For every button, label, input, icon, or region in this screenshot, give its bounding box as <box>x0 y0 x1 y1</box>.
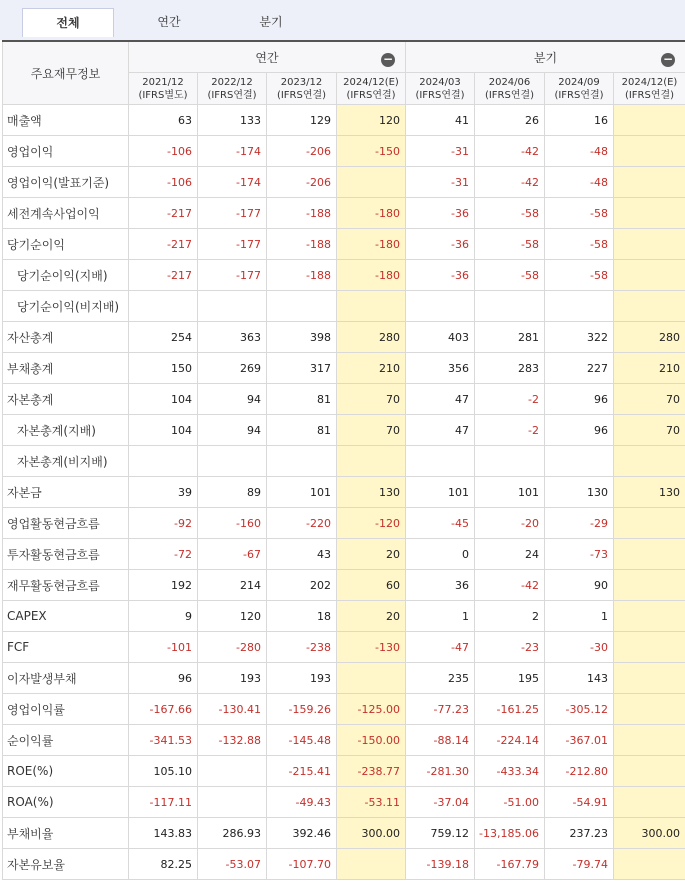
value-cell: -72 <box>129 539 198 570</box>
value-cell: -53.11 <box>337 787 406 818</box>
value-cell: -341.53 <box>129 725 198 756</box>
value-cell: 235 <box>406 663 475 694</box>
table-row <box>3 415 685 446</box>
value-cell: -281.30 <box>406 756 475 787</box>
row-label[interactable]: 영업이익(발표기준) <box>3 167 129 198</box>
value-cell: -31 <box>406 136 475 167</box>
value-cell: 96 <box>545 415 614 446</box>
value-cell: 281 <box>475 322 545 353</box>
value-cell: 130 <box>545 477 614 508</box>
value-cell: -29 <box>545 508 614 539</box>
value-cell: 286.93 <box>198 818 267 849</box>
value-cell: 283 <box>475 353 545 384</box>
value-cell: 403 <box>406 322 475 353</box>
value-cell: 94 <box>198 415 267 446</box>
value-cell: -120 <box>337 508 406 539</box>
period-header <box>129 73 198 105</box>
value-cell <box>198 446 267 477</box>
value-cell: -2 <box>475 415 545 446</box>
value-cell: -161.25 <box>475 694 545 725</box>
row-label[interactable]: 자본총계(비지배) <box>3 446 129 477</box>
value-cell: 280 <box>337 322 406 353</box>
value-cell: -58 <box>475 229 545 260</box>
row-label[interactable]: 자본금 <box>3 477 129 508</box>
value-cell: -177 <box>198 229 267 260</box>
value-cell: -117.11 <box>129 787 198 818</box>
row-label[interactable]: 부채총계 <box>3 353 129 384</box>
period-basis: (IFRS연결) <box>276 89 327 101</box>
value-cell: 1 <box>545 601 614 632</box>
period-header <box>198 73 267 105</box>
table-row <box>3 353 685 384</box>
value-cell: -58 <box>475 198 545 229</box>
row-label[interactable]: 자본유보율 <box>3 849 129 880</box>
row-label[interactable]: 세전계속사업이익 <box>3 198 129 229</box>
value-cell: 9 <box>129 601 198 632</box>
value-cell: -51.00 <box>475 787 545 818</box>
value-cell: -47 <box>406 632 475 663</box>
table-row <box>3 446 685 477</box>
value-cell <box>614 756 685 787</box>
table-row <box>3 384 685 415</box>
value-cell: 105.10 <box>129 756 198 787</box>
value-cell: 2 <box>475 601 545 632</box>
value-cell: 759.12 <box>406 818 475 849</box>
value-cell: 101 <box>267 477 337 508</box>
value-cell: 356 <box>406 353 475 384</box>
value-cell <box>614 446 685 477</box>
value-cell: 70 <box>614 415 685 446</box>
value-cell: -305.12 <box>545 694 614 725</box>
value-cell: -167.79 <box>475 849 545 880</box>
period-basis: (IFRS연결) <box>346 89 396 101</box>
table-row <box>3 756 685 787</box>
value-cell: 143 <box>545 663 614 694</box>
value-cell: 237.23 <box>545 818 614 849</box>
period-basis: (IFRS연결) <box>554 89 604 101</box>
value-cell <box>614 260 685 291</box>
value-cell: 0 <box>406 539 475 570</box>
value-cell: -92 <box>129 508 198 539</box>
table-row <box>3 291 685 322</box>
value-cell: 202 <box>267 570 337 601</box>
row-label[interactable]: 자본총계(지배) <box>3 415 129 446</box>
value-cell <box>614 570 685 601</box>
row-label[interactable]: FCF <box>3 632 129 663</box>
row-label[interactable]: 영업활동현금흐름 <box>3 508 129 539</box>
value-cell <box>129 446 198 477</box>
value-cell: -106 <box>129 136 198 167</box>
value-cell: -188 <box>267 198 337 229</box>
annual-group-header <box>129 41 406 73</box>
value-cell: -79.74 <box>545 849 614 880</box>
value-cell: -174 <box>198 136 267 167</box>
value-cell <box>267 446 337 477</box>
value-cell: -215.41 <box>267 756 337 787</box>
value-cell: -206 <box>267 136 337 167</box>
value-cell: 47 <box>406 415 475 446</box>
period-basis: (IFRS별도) <box>138 89 188 101</box>
value-cell: 104 <box>129 415 198 446</box>
value-cell: 192 <box>129 570 198 601</box>
value-cell: -36 <box>406 260 475 291</box>
value-cell: -49.43 <box>267 787 337 818</box>
value-cell: 63 <box>129 105 198 136</box>
value-cell <box>337 167 406 198</box>
row-label[interactable]: 이자발생부채 <box>3 663 129 694</box>
value-cell: 101 <box>406 477 475 508</box>
value-cell: -188 <box>267 260 337 291</box>
value-cell: 193 <box>198 663 267 694</box>
period-label: 2024/12(E) <box>343 76 399 88</box>
row-label[interactable]: 재무활동현금흐름 <box>3 570 129 601</box>
value-cell: 392.46 <box>267 818 337 849</box>
value-cell <box>614 787 685 818</box>
value-cell: 269 <box>198 353 267 384</box>
value-cell: 70 <box>614 384 685 415</box>
value-cell <box>614 198 685 229</box>
value-cell: -58 <box>545 260 614 291</box>
value-cell: 104 <box>129 384 198 415</box>
value-cell: 41 <box>406 105 475 136</box>
table-row <box>3 477 685 508</box>
value-cell: 130 <box>337 477 406 508</box>
value-cell: 133 <box>198 105 267 136</box>
table-row <box>3 787 685 818</box>
table-row <box>3 818 685 849</box>
value-cell <box>337 849 406 880</box>
value-cell: 280 <box>614 322 685 353</box>
value-cell: -180 <box>337 260 406 291</box>
value-cell: -212.80 <box>545 756 614 787</box>
value-cell: 143.83 <box>129 818 198 849</box>
value-cell: 214 <box>198 570 267 601</box>
value-cell: 317 <box>267 353 337 384</box>
value-cell <box>614 694 685 725</box>
value-cell: -132.88 <box>198 725 267 756</box>
value-cell: -42 <box>475 136 545 167</box>
period-label: 2024/06 <box>488 76 531 88</box>
value-cell: 210 <box>337 353 406 384</box>
period-header <box>545 73 614 105</box>
value-cell: -220 <box>267 508 337 539</box>
value-cell: -180 <box>337 229 406 260</box>
value-cell: -177 <box>198 260 267 291</box>
value-cell: 36 <box>406 570 475 601</box>
value-cell <box>614 663 685 694</box>
tab-all[interactable]: 전체 <box>22 8 114 37</box>
value-cell: -106 <box>129 167 198 198</box>
table-row <box>3 322 685 353</box>
value-cell: -101 <box>129 632 198 663</box>
view-tabs <box>0 0 685 40</box>
quarter-collapse-icon[interactable]: − <box>662 52 674 66</box>
value-cell: 101 <box>475 477 545 508</box>
value-cell: 96 <box>129 663 198 694</box>
value-cell: 81 <box>267 415 337 446</box>
row-label[interactable]: 투자활동현금흐름 <box>3 539 129 570</box>
table-row <box>3 198 685 229</box>
row-label[interactable]: 부채비율 <box>3 818 129 849</box>
value-cell: 120 <box>198 601 267 632</box>
row-label[interactable]: 당기순이익 <box>3 229 129 260</box>
value-cell: -367.01 <box>545 725 614 756</box>
value-cell: -167.66 <box>129 694 198 725</box>
value-cell: -31 <box>406 167 475 198</box>
tab-annual[interactable]: 연간 <box>157 15 181 29</box>
value-cell: -130 <box>337 632 406 663</box>
row-label[interactable]: ROE(%) <box>3 756 129 787</box>
value-cell: -23 <box>475 632 545 663</box>
value-cell: -180 <box>337 198 406 229</box>
value-cell: 89 <box>198 477 267 508</box>
value-cell <box>545 446 614 477</box>
value-cell <box>406 446 475 477</box>
value-cell: -58 <box>545 198 614 229</box>
annual-collapse-icon[interactable]: − <box>382 52 394 66</box>
row-label[interactable]: CAPEX <box>3 601 129 632</box>
value-cell: -188 <box>267 229 337 260</box>
value-cell: -67 <box>198 539 267 570</box>
table-row <box>3 725 685 756</box>
value-cell: -280 <box>198 632 267 663</box>
value-cell <box>614 136 685 167</box>
financial-summary-table <box>2 40 685 880</box>
period-label: 2021/12 <box>142 76 184 88</box>
value-cell: 18 <box>267 601 337 632</box>
value-cell: 16 <box>545 105 614 136</box>
value-cell: -58 <box>475 260 545 291</box>
value-cell: -150.00 <box>337 725 406 756</box>
value-cell: -73 <box>545 539 614 570</box>
value-cell: 70 <box>337 384 406 415</box>
value-cell: 130 <box>614 477 685 508</box>
value-cell: 39 <box>129 477 198 508</box>
value-cell: -88.14 <box>406 725 475 756</box>
period-header <box>337 73 406 105</box>
value-cell: -238.77 <box>337 756 406 787</box>
row-label[interactable]: 자산총계 <box>3 322 129 353</box>
value-cell: -217 <box>129 229 198 260</box>
value-cell <box>545 291 614 322</box>
value-cell: -48 <box>545 136 614 167</box>
table-row <box>3 601 685 632</box>
value-cell: -177 <box>198 198 267 229</box>
value-cell: -433.34 <box>475 756 545 787</box>
value-cell <box>267 291 337 322</box>
table-row <box>3 167 685 198</box>
value-cell: 227 <box>545 353 614 384</box>
value-cell <box>337 663 406 694</box>
value-cell: -53.07 <box>198 849 267 880</box>
period-basis: (IFRS연결) <box>624 89 675 101</box>
value-cell: 193 <box>267 663 337 694</box>
row-label[interactable]: 당기순이익(지배) <box>3 260 129 291</box>
table-row <box>3 508 685 539</box>
value-cell: 300.00 <box>614 818 685 849</box>
value-cell: 82.25 <box>129 849 198 880</box>
value-cell: -130.41 <box>198 694 267 725</box>
value-cell <box>337 291 406 322</box>
value-cell: -217 <box>129 198 198 229</box>
value-cell: -20 <box>475 508 545 539</box>
value-cell: -159.26 <box>267 694 337 725</box>
period-label: 2024/03 <box>419 76 461 88</box>
value-cell <box>198 291 267 322</box>
value-cell: -2 <box>475 384 545 415</box>
value-cell <box>614 601 685 632</box>
row-label-header: 주요재무정보 <box>3 41 129 105</box>
value-cell: -37.04 <box>406 787 475 818</box>
value-cell: -145.48 <box>267 725 337 756</box>
value-cell <box>475 446 545 477</box>
table-row <box>3 663 685 694</box>
value-cell: -13,185.06 <box>475 818 545 849</box>
value-cell: 43 <box>267 539 337 570</box>
value-cell: 20 <box>337 601 406 632</box>
value-cell: -36 <box>406 198 475 229</box>
value-cell: -42 <box>475 167 545 198</box>
table-row <box>3 632 685 663</box>
table-row <box>3 570 685 601</box>
value-cell: -45 <box>406 508 475 539</box>
period-basis: (IFRS연결) <box>484 89 535 101</box>
value-cell: 129 <box>267 105 337 136</box>
value-cell: 24 <box>475 539 545 570</box>
period-label: 2022/12 <box>211 76 253 88</box>
value-cell: 150 <box>129 353 198 384</box>
value-cell: 94 <box>198 384 267 415</box>
value-cell: -58 <box>545 229 614 260</box>
row-label[interactable]: 영업이익률 <box>3 694 129 725</box>
value-cell: -107.70 <box>267 849 337 880</box>
period-basis: (IFRS연결) <box>207 89 257 101</box>
table-row <box>3 229 685 260</box>
row-label[interactable]: 당기순이익(비지배) <box>3 291 129 322</box>
quarter-group-header <box>406 41 685 73</box>
value-cell <box>475 291 545 322</box>
value-cell: 47 <box>406 384 475 415</box>
value-cell <box>614 508 685 539</box>
value-cell: 120 <box>337 105 406 136</box>
value-cell: 1 <box>406 601 475 632</box>
value-cell: -174 <box>198 167 267 198</box>
table-row <box>3 539 685 570</box>
table-row <box>3 260 685 291</box>
value-cell <box>614 291 685 322</box>
value-cell: 363 <box>198 322 267 353</box>
value-cell <box>198 787 267 818</box>
value-cell: 26 <box>475 105 545 136</box>
value-cell: -42 <box>475 570 545 601</box>
value-cell: -224.14 <box>475 725 545 756</box>
value-cell: 300.00 <box>337 818 406 849</box>
value-cell <box>129 291 198 322</box>
table-row <box>3 105 685 136</box>
period-header <box>475 73 545 105</box>
value-cell: -30 <box>545 632 614 663</box>
period-basis: (IFRS연결) <box>415 89 465 101</box>
value-cell: 398 <box>267 322 337 353</box>
quarter-group-label: 분기 <box>533 50 558 65</box>
period-header <box>406 73 475 105</box>
value-cell: 60 <box>337 570 406 601</box>
value-cell: -36 <box>406 229 475 260</box>
row-label[interactable]: 영업이익 <box>3 136 129 167</box>
value-cell: -54.91 <box>545 787 614 818</box>
row-label[interactable]: 자본총계 <box>3 384 129 415</box>
annual-group-label: 연간 <box>255 50 279 65</box>
period-label: 2024/09 <box>558 76 600 88</box>
value-cell: 20 <box>337 539 406 570</box>
value-cell: 90 <box>545 570 614 601</box>
tab-quarter[interactable]: 분기 <box>259 15 283 29</box>
row-label[interactable]: ROA(%) <box>3 787 129 818</box>
row-label[interactable]: 매출액 <box>3 105 129 136</box>
value-cell <box>614 229 685 260</box>
period-label: 2024/12(E) <box>621 76 678 88</box>
value-cell <box>406 291 475 322</box>
value-cell: 81 <box>267 384 337 415</box>
row-label[interactable]: 순이익률 <box>3 725 129 756</box>
value-cell <box>614 539 685 570</box>
value-cell: 96 <box>545 384 614 415</box>
value-cell <box>614 849 685 880</box>
value-cell: 322 <box>545 322 614 353</box>
period-header <box>267 73 337 105</box>
value-cell: -160 <box>198 508 267 539</box>
value-cell: -150 <box>337 136 406 167</box>
period-label: 2023/12 <box>280 76 323 88</box>
value-cell <box>614 167 685 198</box>
value-cell <box>337 446 406 477</box>
value-cell: -77.23 <box>406 694 475 725</box>
value-cell: -238 <box>267 632 337 663</box>
value-cell <box>198 756 267 787</box>
value-cell: -139.18 <box>406 849 475 880</box>
value-cell: 195 <box>475 663 545 694</box>
value-cell: 70 <box>337 415 406 446</box>
value-cell: -206 <box>267 167 337 198</box>
value-cell: -125.00 <box>337 694 406 725</box>
value-cell <box>614 725 685 756</box>
value-cell: -48 <box>545 167 614 198</box>
period-header <box>614 73 685 105</box>
value-cell: -217 <box>129 260 198 291</box>
table-row <box>3 136 685 167</box>
table-row <box>3 849 685 880</box>
value-cell <box>614 632 685 663</box>
value-cell <box>614 105 685 136</box>
table-row <box>3 694 685 725</box>
value-cell: 254 <box>129 322 198 353</box>
value-cell: 210 <box>614 353 685 384</box>
